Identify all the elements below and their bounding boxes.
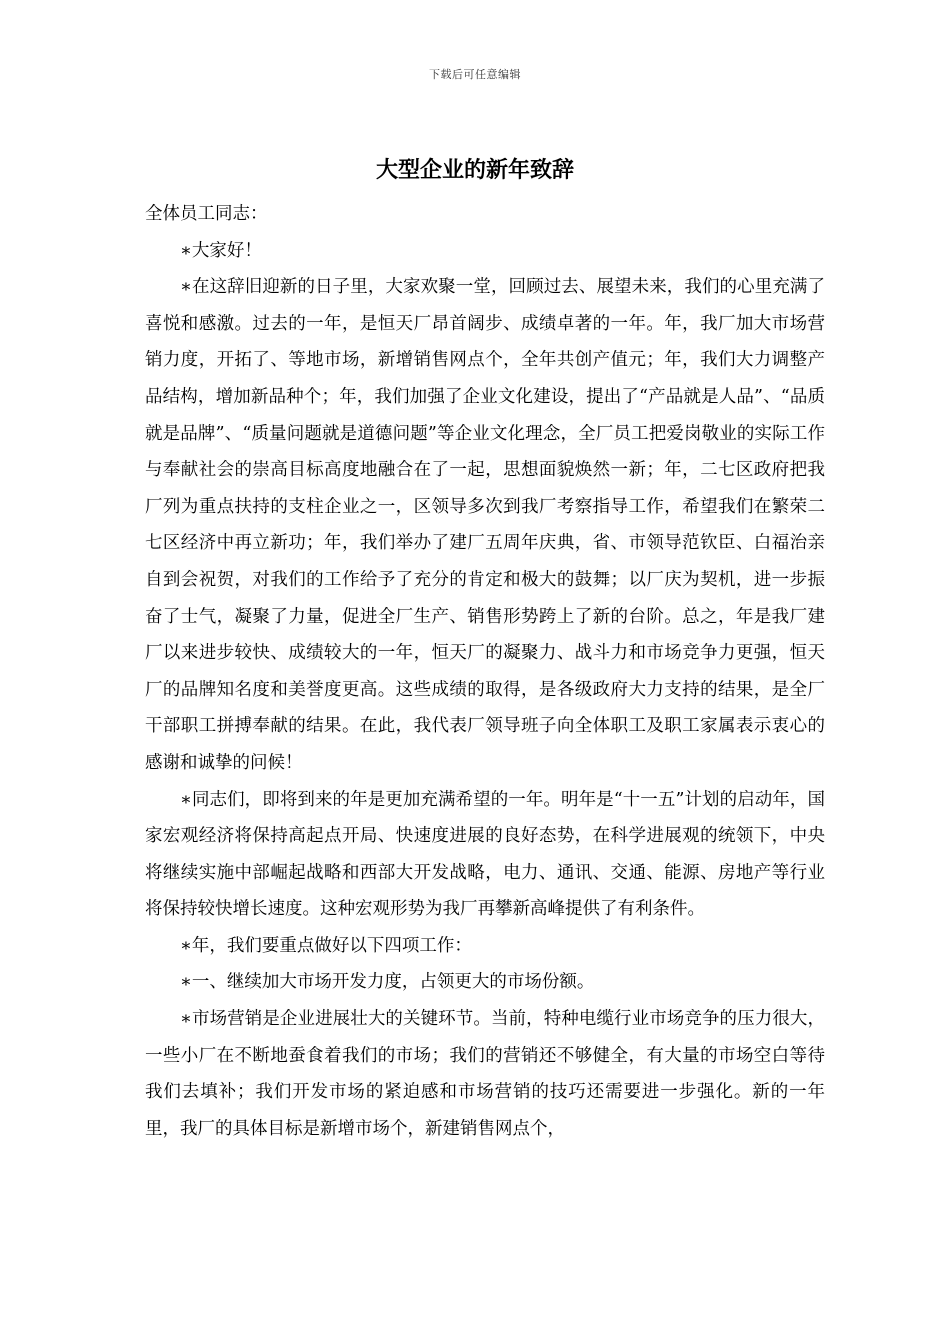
paragraph-marketing: ∗市场营销是企业进展壮大的关键环节。当前，特种电缆行业市场竞争的压力很大，一些小厂在不断地蚕食着我们的市场；我们的营销还不够健全，有大量的市场空白等待我们去填补；我们开发市场的紧迫感和市场营销的技巧还需要进一步强化。新的一年里，我厂的具体目标是新增市场个，新建销售网点个， xyxy=(145,1009,825,1139)
salutation: 全体员工同志： xyxy=(145,204,268,224)
paragraph-task-one: ∗一、继续加大市场开发力度，占领更大的市场份额。 xyxy=(180,972,595,993)
document-title: 大型企业的新年致辞 xyxy=(375,158,574,183)
document-body xyxy=(145,196,825,1147)
paragraph-greeting: ∗大家好！ xyxy=(180,240,262,261)
paragraph-review: ∗在这辞旧迎新的日子里，大家欢聚一堂，回顾过去、展望未来，我们的心里充满了喜悦和感激。过去的一年，是恒天厂昂首阔步、成绩卓著的一年。年，我厂加大市场营销力度，开拓了、等地市场，新增销售网点个，全年共创产值元；年，我们大力调整产品结构，增加新品种个；年，我们加强了企业文化建设，提出了“产品就是人品”、“品质就是品牌”、“质量问题就是道德问题”等企业文化理念，全厂员工把爱岗敬业的实际工作与奉献社会的崇高目标高度地融合在了一起，思想面貌焕然一新；年，二七区政府把我厂列为重点扶持的支柱企业之一，区领导多次到我厂考察指导工作，希望我们在繁荣二七区经济中再立新功；年，我们举办了建厂五周年庆典，省、市领导范钦臣、白福治亲自到会祝贺，对我们的工作给予了充分的肯定和极大的鼓舞；以厂庆为契机，进一步振奋了士气，凝聚了力量，促进全厂生产、销售形势跨上了新的台阶。总之，年是我厂建厂以来进步较快、成绩较大的一年，恒天厂的凝聚力、战斗力和市场竞争力更强，恒天厂的品牌知名度和美誉度更高。这些成绩的取得，是各级政府大力支持的结果，是全厂干部职工拼搏奉献的结果。在此，我代表厂领导班子向全体职工及职工家属表示衷心的感谢和诚挚的问候！ xyxy=(145,277,825,773)
paragraph-outlook: ∗同志们，即将到来的年是更加充满希望的一年。明年是“十一五”计划的启动年，国家宏观经济将保持高起点开局、快速度进展的良好态势，在科学进展观的统领下，中央将继续实施中部崛起战略和西部大开发战略，电力、通讯、交通、能源、房地产等行业将保持较快增长速度。这种宏观形势为我厂再攀新高峰提供了有利条件。 xyxy=(145,789,825,920)
header-note: 下载后可任意编辑 xyxy=(429,68,521,81)
paragraph-tasks-intro: ∗年，我们要重点做好以下四项工作： xyxy=(180,935,472,956)
